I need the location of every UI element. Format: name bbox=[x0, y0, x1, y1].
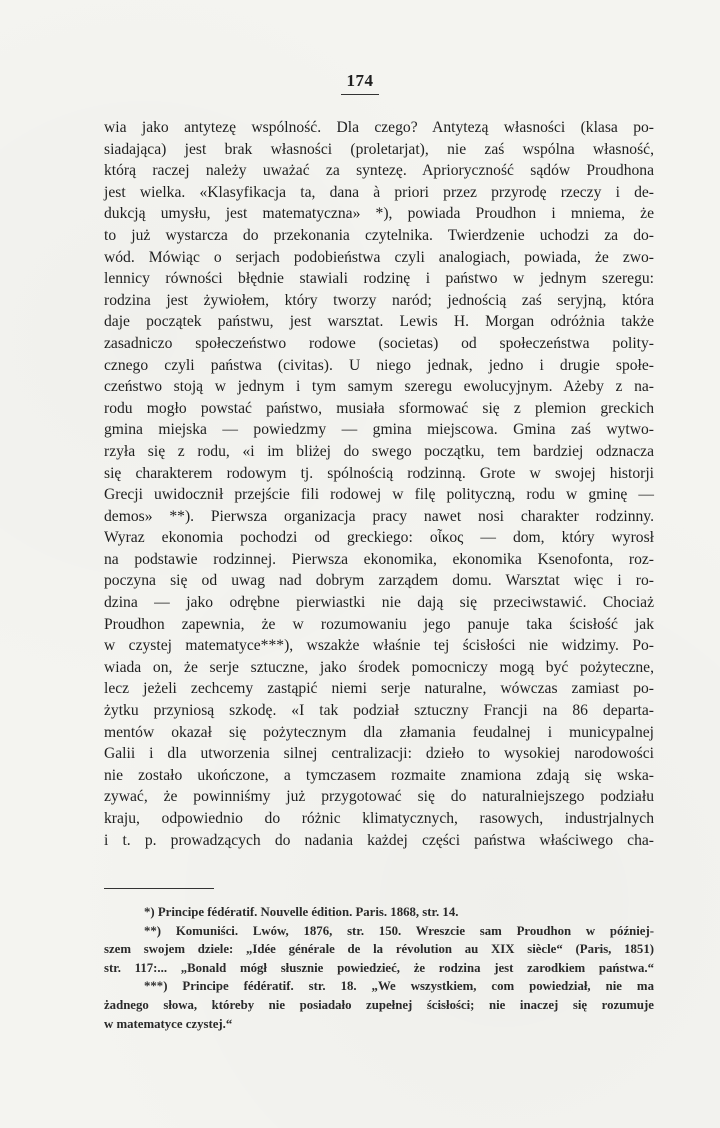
text-line: rodzina jest żywiołem, który tworzy naród; jednością zaś seryjną, która bbox=[104, 291, 654, 309]
text-line: Proudhon zapewnia, że w rozumowaniu jego panuje taka ścisłość jak bbox=[104, 615, 654, 633]
text-line: to już wystarcza do przekonania czytelnika. Twierdzenie uchodzi za do- bbox=[104, 226, 654, 244]
text-line: daje początek państwu, jest warsztat. Lewis H. Morgan odróżnia także bbox=[104, 313, 654, 331]
text-line: zywać, że powinniśmy już przygotować się do naturalniejszego podziału bbox=[104, 788, 654, 806]
text-line: Galii i dla utworzenia silnej centralizacji: dzieło to wysokiej narodowości bbox=[104, 745, 654, 763]
text-line: poczyna się od uwag nad dobrym zarządem domu. Warsztat więc i ro- bbox=[104, 572, 654, 590]
text-line: wód. Mówiąc o serjach podobieństwa czyli analogiach, powiada, że zwo- bbox=[104, 248, 654, 266]
text-line: demos» **). Pierwsza organizacja pracy nawet nosi charakter rodzinny. bbox=[104, 507, 654, 525]
text-line: cznego czyli państwa (civitas). U niego jednak, jedno i drugie społe- bbox=[104, 356, 654, 374]
footnote-line: w matematyce czystej.“ bbox=[104, 1016, 233, 1031]
text-line: jest wielka. «Klasyfikacja ta, dana à priori przez przyrodę rzeczy i de- bbox=[104, 183, 654, 201]
text-line: wiada on, że serje sztuczne, jako środek pomocniczy mogą być pożyteczne, bbox=[104, 658, 654, 676]
text-line: siadająca) jest brak własności (proletarjat), nie zaś wspólna własność, bbox=[104, 140, 654, 158]
body-text bbox=[104, 117, 654, 851]
footnote-line: str. 117:... „Bonald mógł słusznie powiedzieć, że rodzina jest zarodkiem państwa.“ bbox=[104, 960, 654, 975]
text-line: lecz jeżeli zechcemy zastąpić niemi serje naturalne, wówczas zamiast po- bbox=[104, 680, 654, 698]
text-line: żytku przyniosą szkodę. «I tak podział sztuczny Francji na 86 departa- bbox=[104, 702, 654, 720]
footnote-line: ***) Principe fédératif. str. 18. „We wszystkiem, com powiedział, nie ma bbox=[144, 979, 654, 994]
footnote-line: żadnego słowa, któreby nie posiadało zupełnej ścisłości; nie inaczej się rozumuje bbox=[104, 997, 654, 1012]
footnote-line: *) Principe fédératif. Nouvelle édition. Paris. 1868, str. 14. bbox=[144, 905, 459, 919]
text-line: i t. p. prowadzących do nadania każdej części państwa właściwego cha- bbox=[104, 831, 654, 849]
text-line: czeństwo stoją w jednym i tym samym szeregu ewolucyjnym. Ażeby z na- bbox=[104, 378, 654, 396]
text-line: się charakterem rodowym tj. spólnością rodzinną. Grote w swojej historji bbox=[104, 464, 654, 482]
footnote-rule bbox=[104, 888, 214, 889]
text-line: rzyła się z rodu, «i im bliżej do swego początku, tem bardziej odznacza bbox=[104, 442, 654, 460]
footnote-line: szem swojem dziele: „Idée générale de la révolution au XIX siècle“ (Paris, 1851) bbox=[104, 942, 654, 957]
footnote-line: **) Komuniści. Lwów, 1876, str. 150. Wreszcie sam Proudhon w później- bbox=[144, 923, 654, 938]
text-line: wia jako antytezę wspólność. Dla czego? Antytezą własności (klasa po- bbox=[104, 119, 654, 136]
text-line: gmina miejska — powiedzmy — gmina miejscowa. Gmina zaś wytwo- bbox=[104, 421, 654, 439]
page-number: 174 bbox=[346, 71, 374, 90]
text-line: na podstawie rodzinnej. Pierwsza ekonomika, ekonomika Ksenofonta, roz- bbox=[104, 550, 654, 568]
footnotes bbox=[104, 903, 654, 1033]
text-line: zasadniczo społeczeństwo rodowe (societas) od społeczeństwa polity- bbox=[104, 334, 654, 352]
text-line: mentów okazał się pożytecznym dla złamania feudalnej i municypalnej bbox=[104, 723, 654, 741]
text-line: Grecji uwidocznił przejście fili rodowej w filę polityczną, rodu w gminę — bbox=[104, 486, 654, 504]
page-number-rule bbox=[341, 94, 379, 95]
text-line: nie zostało ukończone, a tymczasem rozmaite znamiona zdają się wska- bbox=[104, 766, 654, 784]
text-line: lennicy równości błędnie stawiali rodzinę i państwo w jednym szeregu: bbox=[104, 270, 654, 288]
text-line: w czystej matematyce***), wszakże właśnie tej ścisłości nie widzimy. Po- bbox=[104, 637, 654, 655]
text-line: rodu mogło powstać państwo, musiała sformować się z plemion greckich bbox=[104, 399, 654, 417]
text-line: kraju, odpowiednio do różnic klimatycznych, rasowych, industrjalnych bbox=[104, 810, 654, 827]
text-line: Wyraz ekonomia pochodzi od greckiego: οἶκος — dom, który wyrosł bbox=[104, 529, 654, 547]
text-line: dukcją umysłu, jest matematyczna» *), powiada Proudhon i mniema, że bbox=[104, 205, 654, 223]
text-line: którą raczej należy uważać za syntezę. Aprioryczność sądów Proudhona bbox=[104, 162, 654, 180]
text-line: dzina — jako odrębne pierwiastki nie dają się przeciwstawić. Chociaż bbox=[104, 594, 654, 612]
